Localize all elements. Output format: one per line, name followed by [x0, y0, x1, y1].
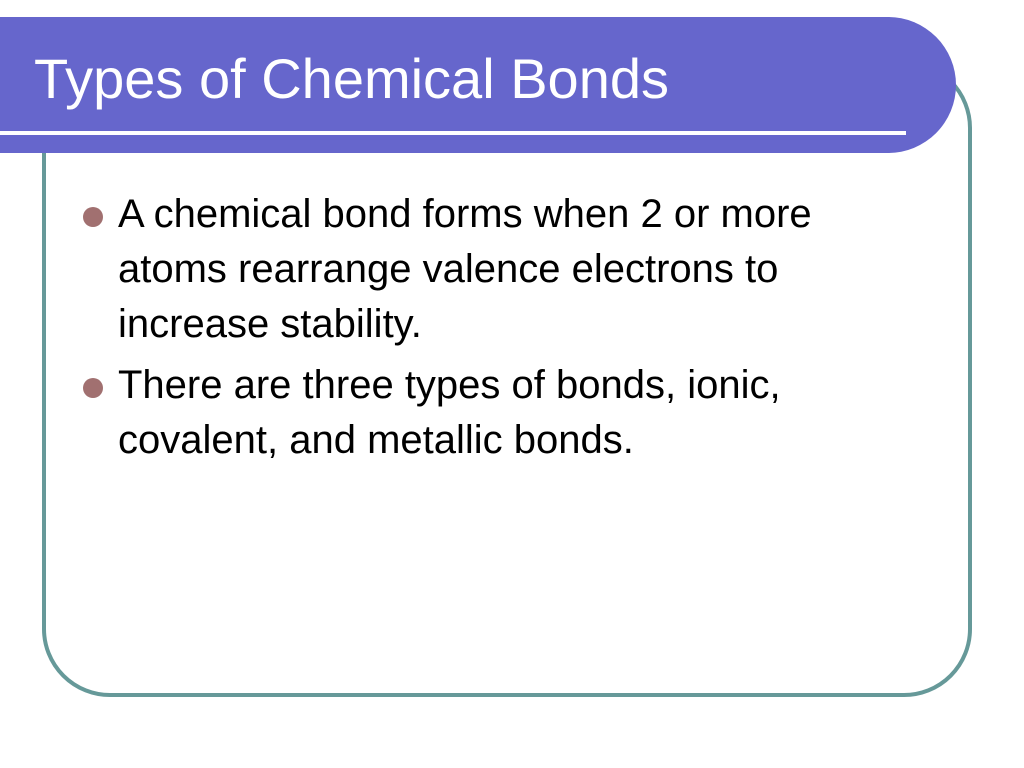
title-underline — [0, 131, 906, 135]
bullet-dot-icon — [83, 207, 103, 227]
bullet-text: There are three types of bonds, ionic, covalent, and metallic bonds. — [118, 363, 781, 462]
bullet-text: A chemical bond forms when 2 or more atoms rearrange valence electrons to increase stability. — [118, 192, 812, 346]
slide-title: Types of Chemical Bonds — [34, 47, 669, 110]
bullet-dot-icon — [83, 378, 103, 398]
bullet-item — [82, 187, 922, 352]
bullet-list — [82, 187, 922, 474]
bullet-item — [82, 358, 922, 468]
